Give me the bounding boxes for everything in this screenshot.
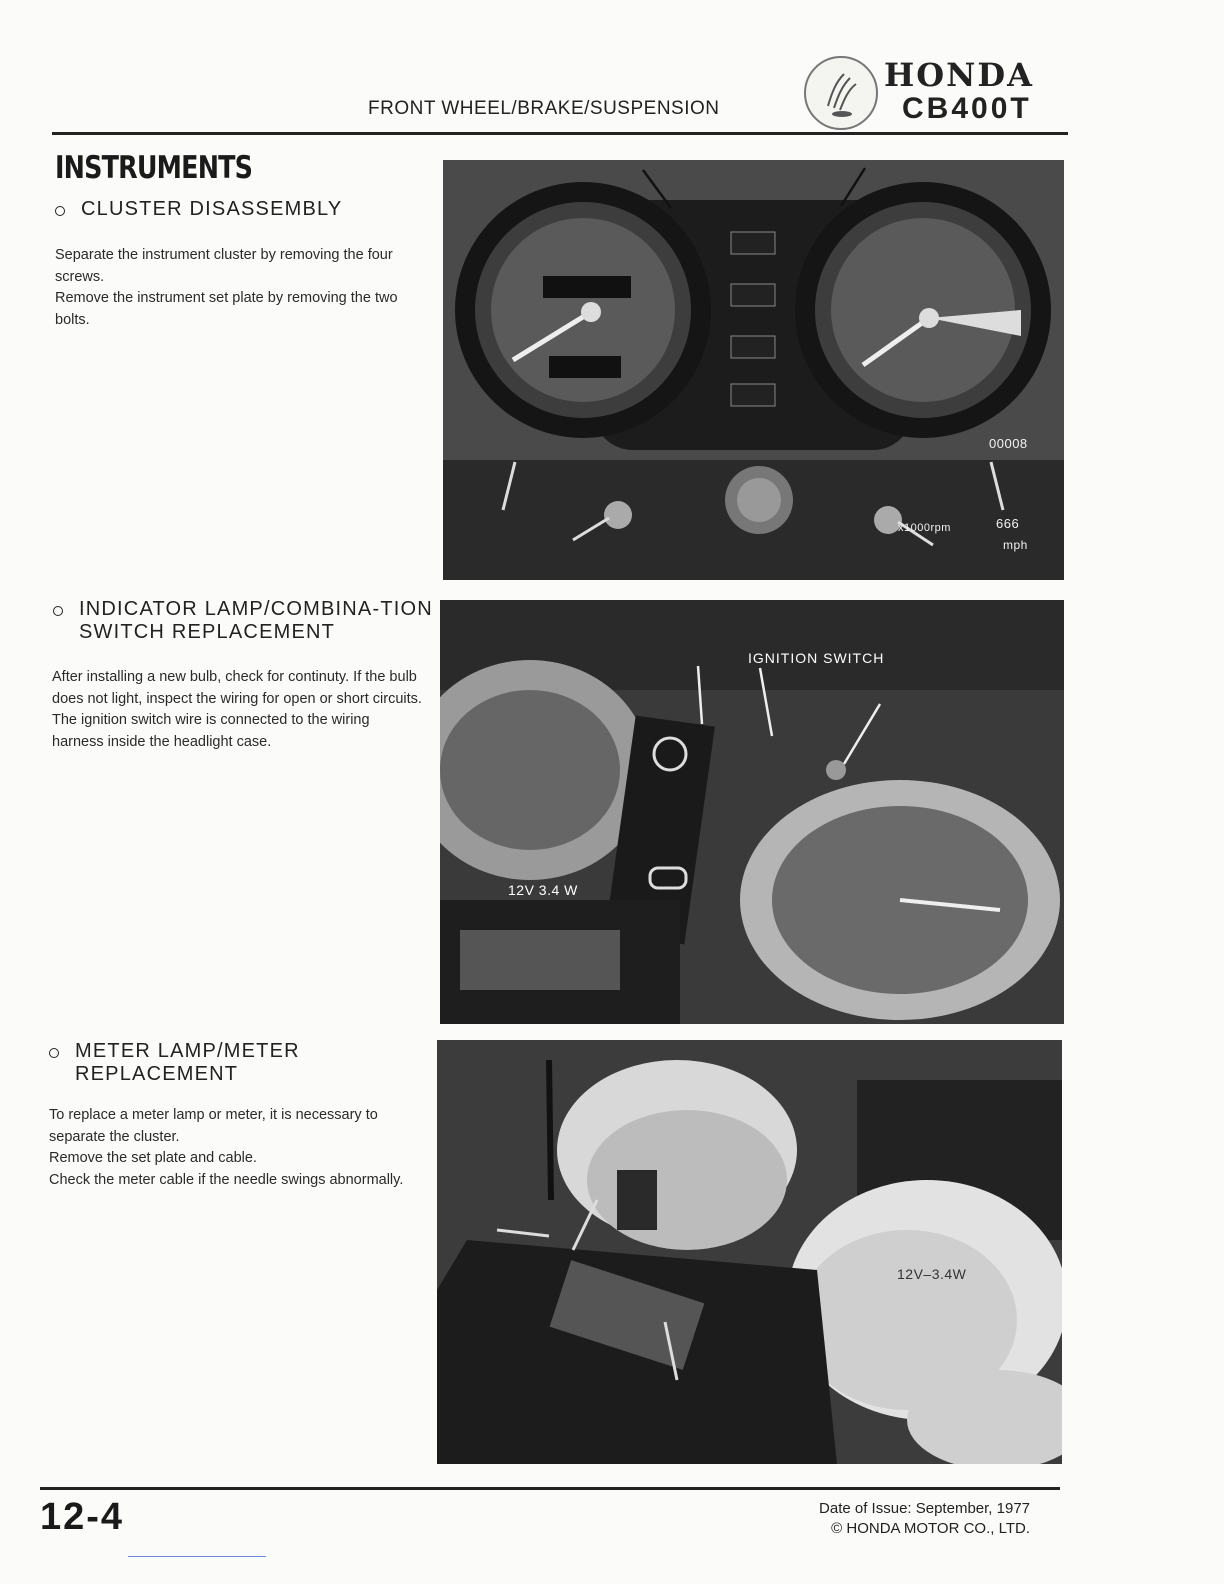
stray-line: [128, 1556, 266, 1557]
indicator-lamp-heading: INDICATOR LAMP/COMBINA-TION SWITCH REPLACEMENT: [53, 598, 433, 644]
footer-rule: [40, 1487, 1060, 1490]
issue-date: Date of Issue: September, 1977: [819, 1500, 1030, 1517]
trip-meter-reading: 666: [996, 516, 1020, 531]
cluster-disassembly-text: [55, 245, 425, 331]
meter-lamp-heading: METER LAMP/METER REPLACEMENT: [49, 1040, 429, 1086]
paragraph: Remove the set plate and cable.: [49, 1150, 257, 1166]
paragraph: Check the meter cable if the needle swings abnormally.: [49, 1171, 404, 1188]
odometer-reading: 00008: [989, 436, 1028, 451]
speedometer-unit: mph: [1003, 538, 1028, 552]
instrument-cluster-photo: [443, 160, 1064, 580]
bullet-icon: [53, 606, 63, 616]
tachometer-unit: x1000rpm: [898, 522, 951, 534]
paragraph: Separate the instrument cluster by removing the four screws.: [55, 247, 393, 285]
bullet-icon: [55, 206, 65, 216]
meter-lamp-photo: [437, 1040, 1062, 1464]
bulb-rating-label: 12V 3.4 W: [508, 882, 578, 898]
indicator-lamp-text: [52, 667, 422, 753]
copyright: © HONDA MOTOR CO., LTD.: [831, 1520, 1030, 1537]
paragraph: After installing a new bulb, check for continuty. If the bulb does not light, inspect the wiring for open or short circuits. The ignition switch wire is connected to the wiring harness inside the headlight case.: [52, 669, 422, 750]
ignition-switch-label: IGNITION SWITCH: [748, 650, 885, 666]
meter-lamp-text: [49, 1105, 419, 1191]
honda-wing-logo-icon: [804, 56, 878, 130]
brand-name: HONDA: [884, 56, 1034, 94]
cluster-disassembly-heading: CLUSTER DISASSEMBLY: [55, 198, 435, 221]
paragraph: Remove the instrument set plate by removing the two bolts.: [55, 290, 398, 328]
paragraph: To replace a meter lamp or meter, it is necessary to separate the cluster.: [49, 1107, 378, 1145]
meter-bulb-rating-label: 12V–3.4W: [897, 1266, 967, 1282]
running-header-section: FRONT WHEEL/BRAKE/SUSPENSION: [368, 98, 720, 119]
indicator-lamp-photo: [440, 600, 1064, 1024]
page-title: INSTRUMENTS: [55, 150, 253, 186]
model-name: CB400T: [902, 92, 1032, 125]
header-rule: [52, 132, 1068, 135]
page-number: 12-4: [40, 1496, 125, 1538]
bullet-icon: [49, 1048, 59, 1058]
